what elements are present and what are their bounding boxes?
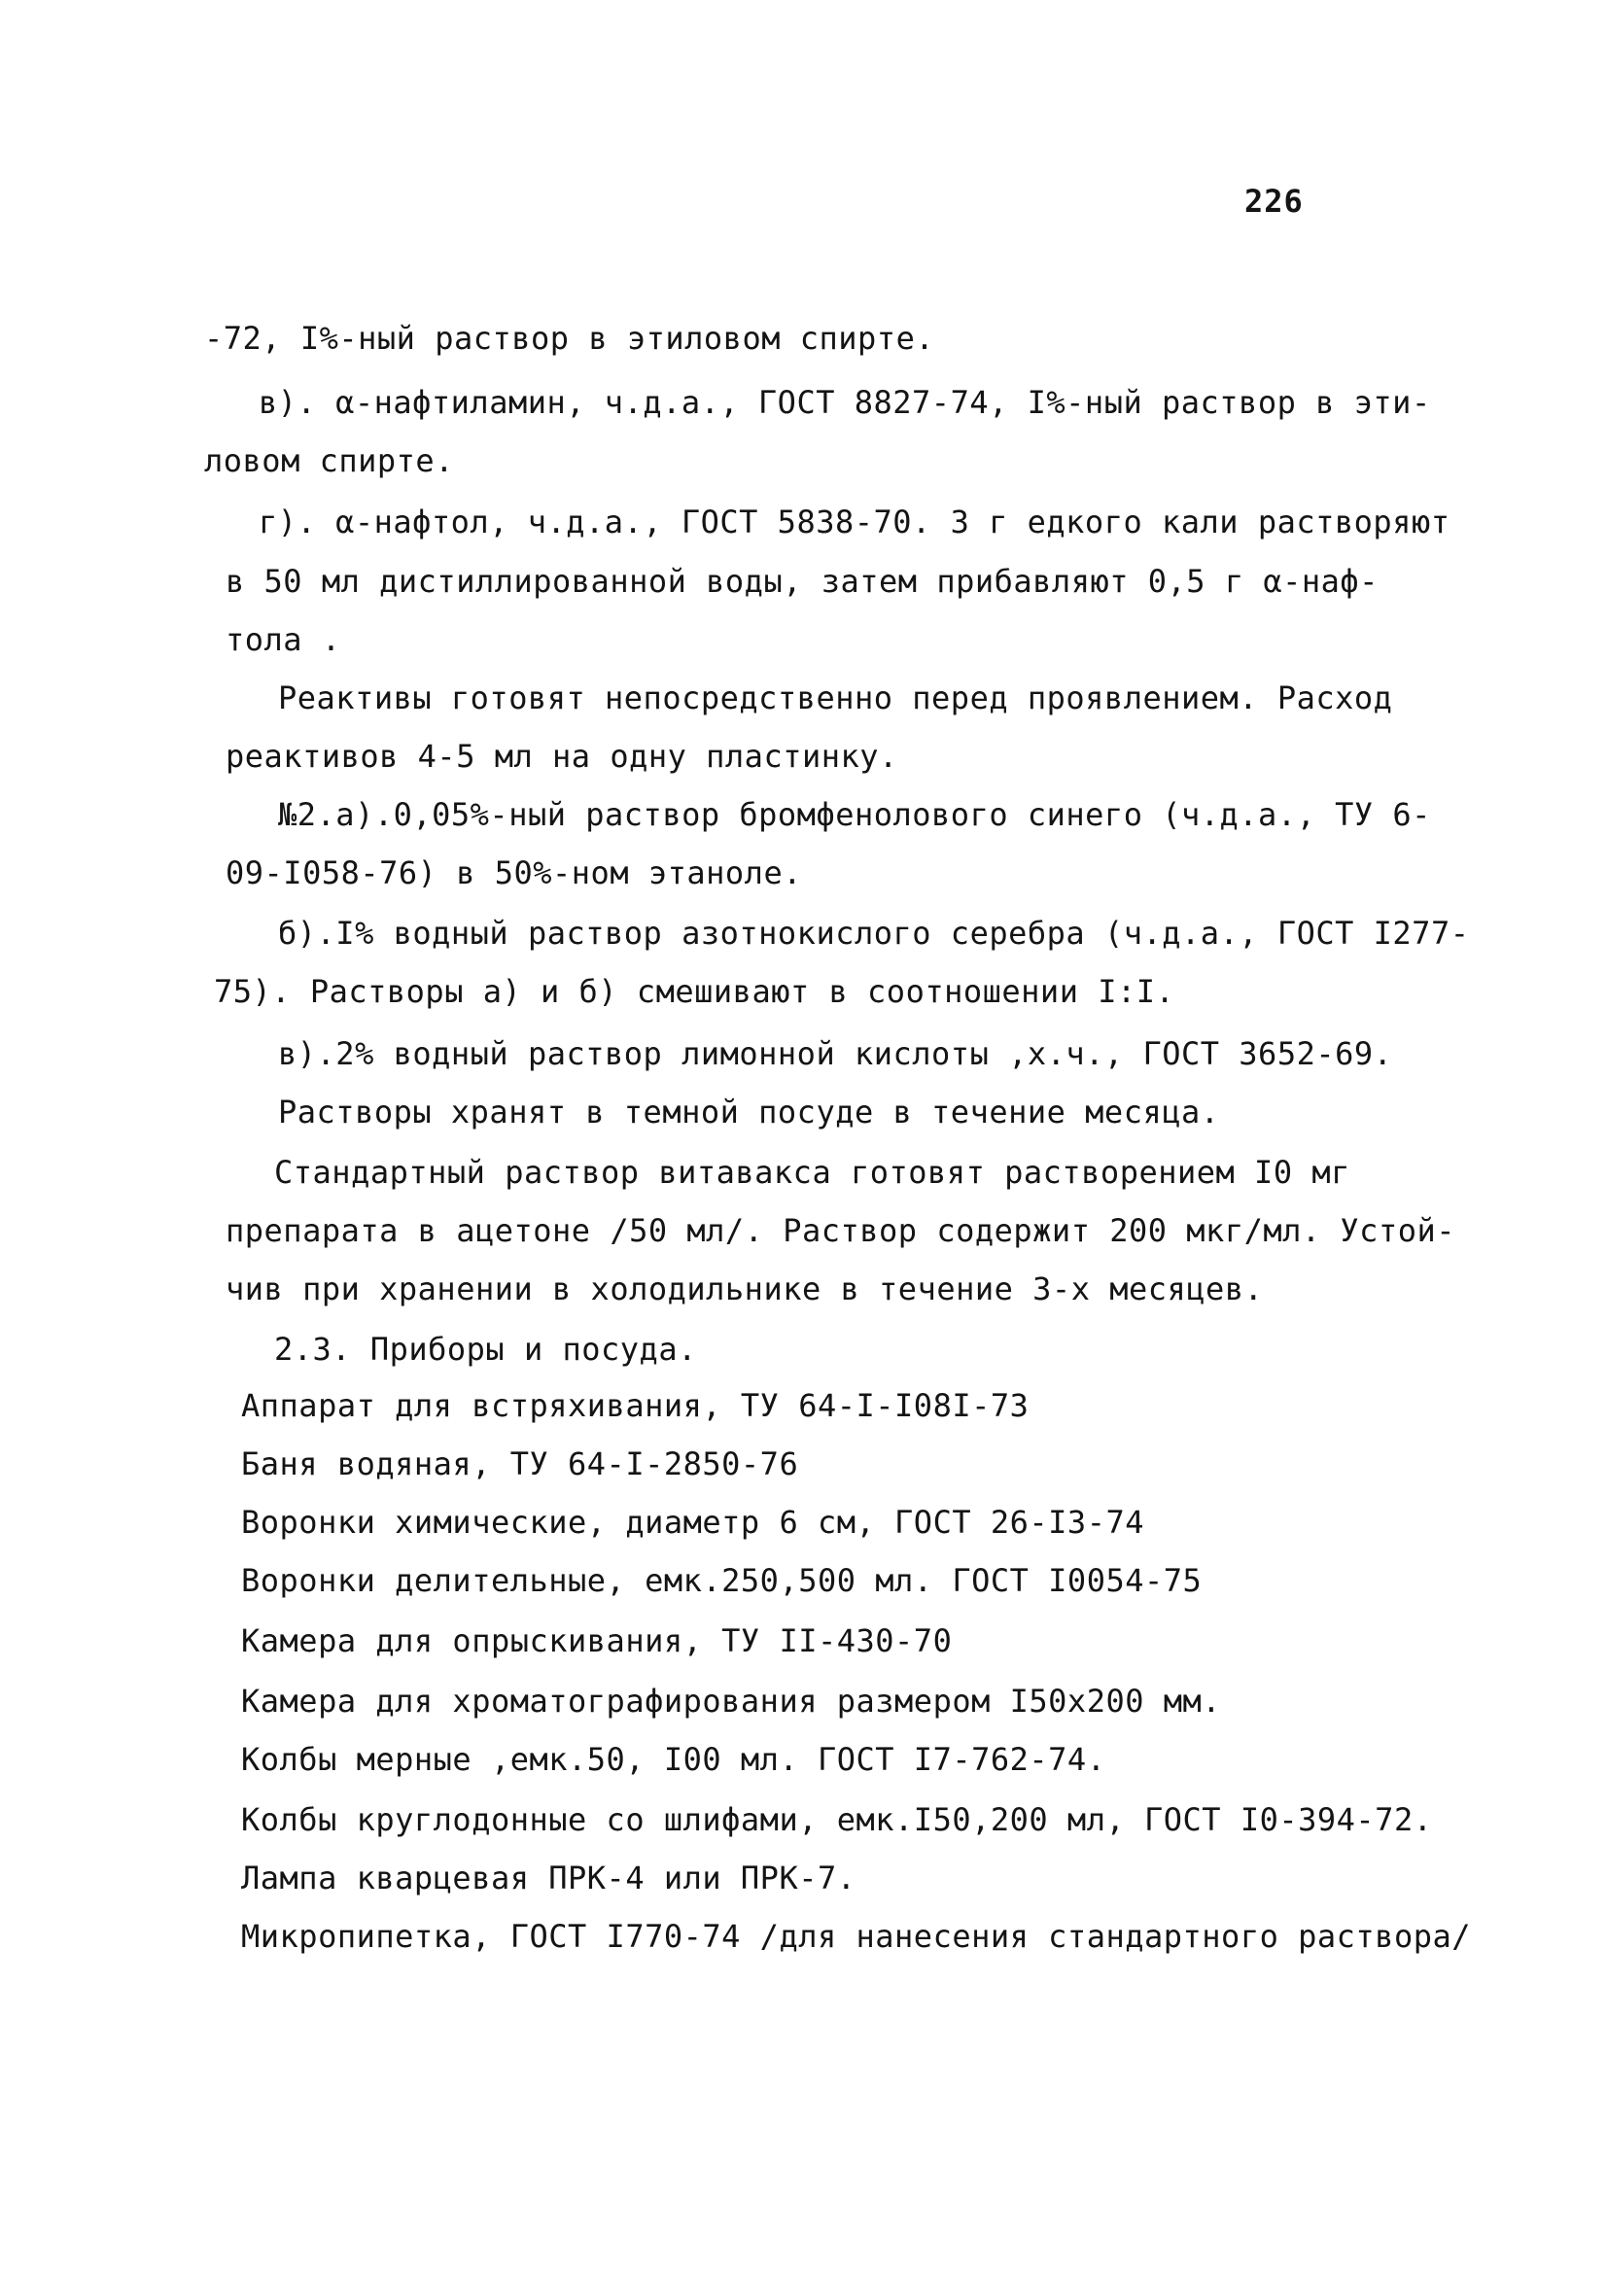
text-line: ловом спирте. — [204, 442, 454, 479]
text-line: -72, I%-ный раствор в этиловом спирте. — [204, 320, 935, 357]
page-number: 226 — [1244, 183, 1304, 220]
text-line: в).2% водный раствор лимонной кислоты ,х.ч., ГОСТ 3652-69. — [278, 1035, 1393, 1072]
equipment-item: Колбы мерные ,емк.50, I00 мл. ГОСТ I7-762-74. — [241, 1741, 1106, 1778]
text-line: №2.а).0,05%-ный раствор бромфенолового синего (ч.д.а., ТУ 6- — [278, 796, 1431, 833]
text-line: реактивов 4-5 мл на одну пластинку. — [226, 738, 898, 775]
text-line: тола . — [226, 621, 341, 658]
equipment-item: Колбы круглодонные со шлифами, емк.I50,200 мл, ГОСТ I0-394-72. — [241, 1801, 1433, 1838]
section-heading: 2.3. Приборы и посуда. — [274, 1331, 697, 1368]
equipment-item: Микропипетка, ГОСТ I770-74 /для нанесения стандартного раствора/ — [241, 1918, 1471, 1955]
equipment-item: Воронки делительные, емк.250,500 мл. ГОСТ I0054-75 — [241, 1562, 1203, 1599]
equipment-item: Лампа кварцевая ПРК-4 или ПРК-7. — [241, 1860, 856, 1896]
text-line: Стандартный раствор витавакса готовят растворением I0 мг — [274, 1154, 1350, 1191]
equipment-item: Воронки химические, диаметр 6 см, ГОСТ 26-I3-74 — [241, 1504, 1144, 1541]
equipment-item: Камера для хроматографирования размером I50х200 мм. — [241, 1683, 1222, 1720]
text-line: в). α-нафтиламин, ч.д.а., ГОСТ 8827-74, I%-ный раствор в эти- — [259, 384, 1431, 421]
text-line: препарата в ацетоне /50 мл/. Раствор содержит 200 мкг/мл. Устой- — [226, 1212, 1455, 1249]
text-line: г). α-нафтол, ч.д.а., ГОСТ 5838-70. 3 г едкого кали растворяют — [259, 504, 1450, 540]
text-line: Реактивы готовят непосредственно перед проявлением. Расход — [278, 679, 1393, 716]
text-line: в 50 мл дистиллированной воды, затем прибавляют 0,5 г α-наф- — [226, 563, 1379, 600]
text-line: чив при хранении в холодильнике в течение 3-х месяцев. — [226, 1270, 1264, 1307]
equipment-item: Аппарат для встряхивания, ТУ 64-I-I08I-73 — [241, 1387, 1030, 1424]
equipment-item: Баня водяная, ТУ 64-I-2850-76 — [241, 1445, 799, 1482]
text-line: Растворы хранят в темной посуде в течение месяца. — [278, 1094, 1220, 1131]
text-line: 09-I058-76) в 50%-ном этаноле. — [226, 854, 802, 891]
text-line: б).I% водный раствор азотнокислого серебра (ч.д.а., ГОСТ I277- — [278, 915, 1470, 952]
equipment-item: Камера для опрыскивания, ТУ II-430-70 — [241, 1622, 953, 1659]
text-line: 75). Растворы а) и б) смешивают в соотношении I:I. — [214, 973, 1175, 1010]
